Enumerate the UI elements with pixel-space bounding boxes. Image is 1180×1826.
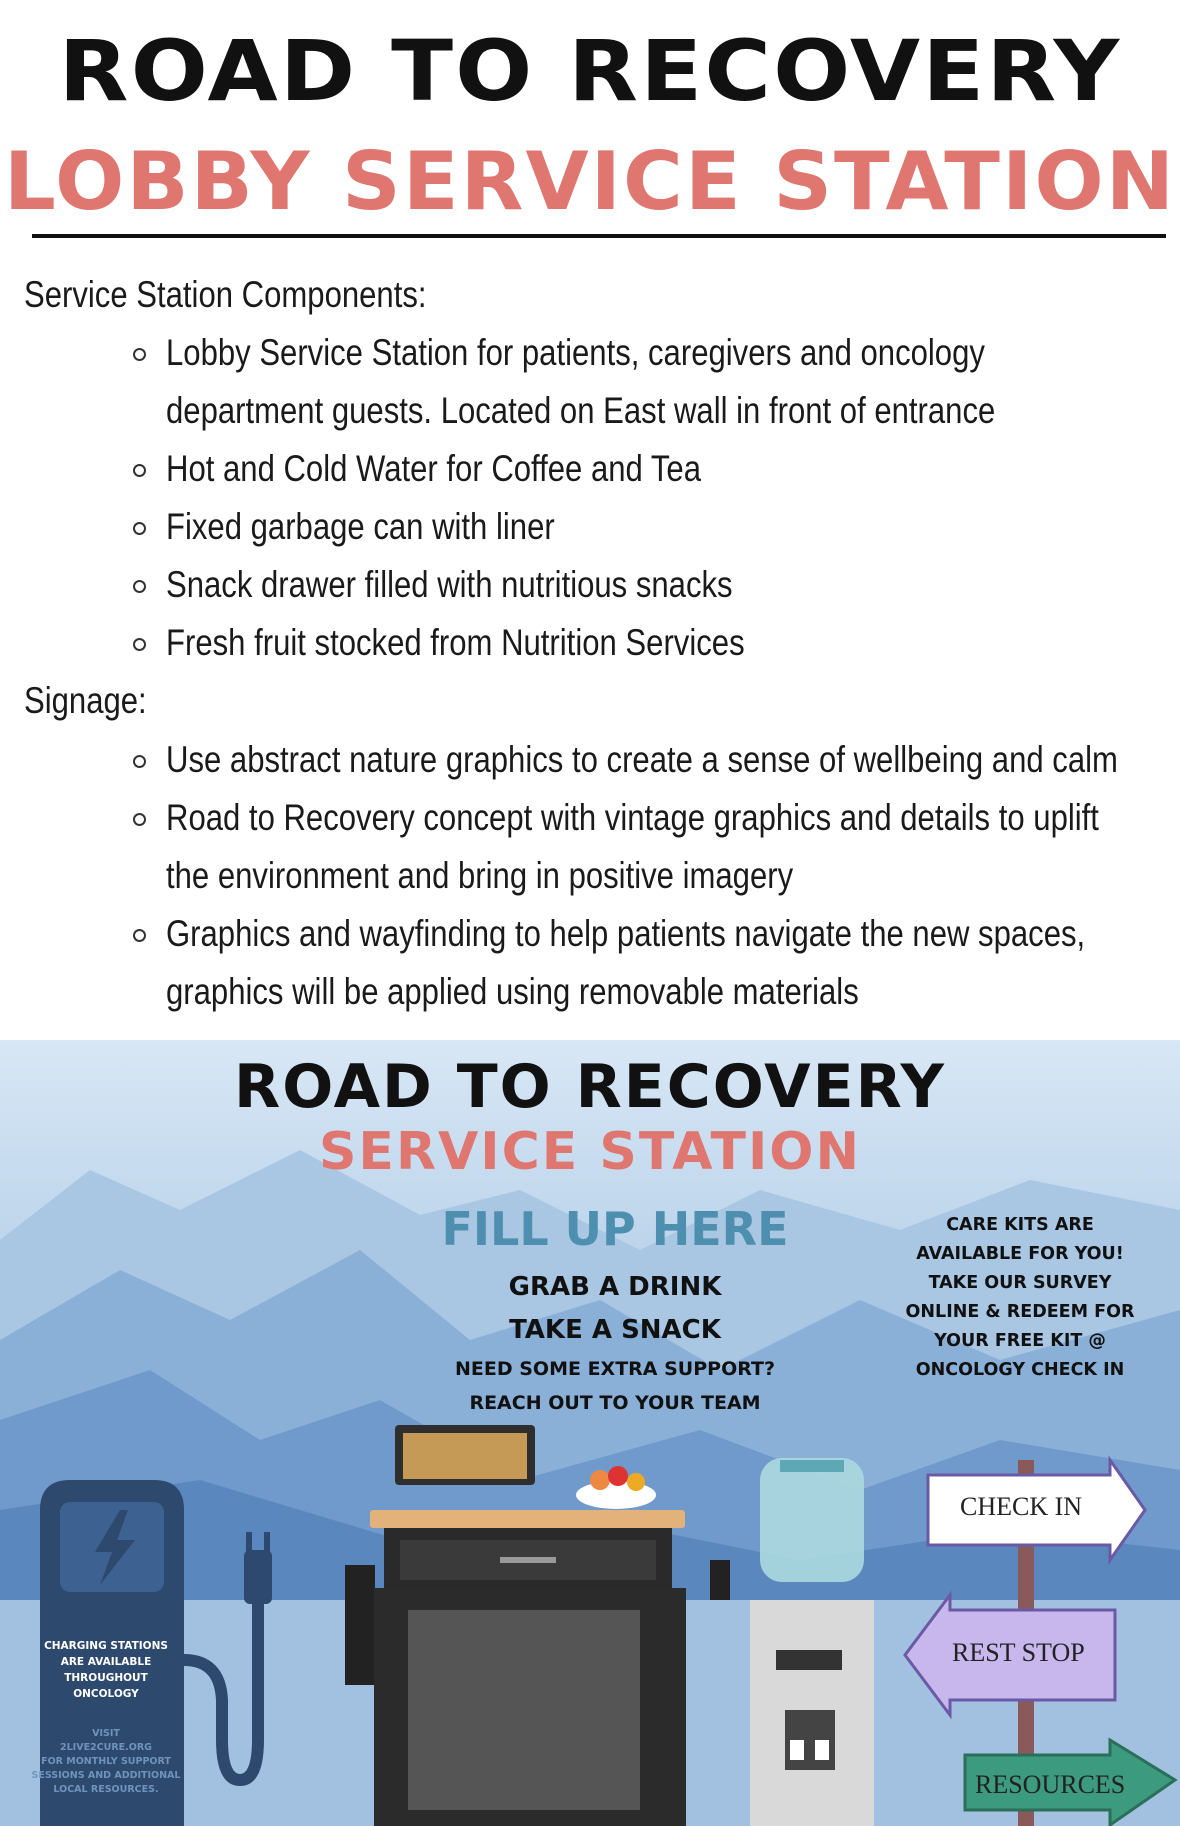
component-item-continued: department guests. Located on East wall in front of entrance [166,390,996,431]
signage-item: Use abstract nature graphics to create a sense of wellbeing and calm [166,739,1118,780]
charging-text: THROUGHOUT [64,1672,148,1684]
visit-text: 2LIVE2CURE.ORG [60,1742,152,1753]
signage-item-continued: graphics will be applied using removable materials [166,971,859,1012]
check-in-label: CHECK IN [960,1492,1083,1521]
rest-stop-label: REST STOP [952,1638,1085,1667]
bullet-icon [133,580,146,593]
bullet-icon [133,755,146,768]
page-subtitle: LOBBY SERVICE STATION [3,135,1177,228]
grab-drink-text: GRAB A DRINK [508,1272,722,1302]
care-kits-text: ONCOLOGY CHECK IN [915,1360,1125,1380]
care-kits-text: YOUR FREE KIT @ [934,1331,1106,1351]
component-item: Fresh fruit stocked from Nutrition Services [166,622,745,663]
charging-text: CHARGING STATIONS [44,1640,168,1652]
fill-up-heading: FILL UP HERE [441,1202,789,1256]
component-item: Hot and Cold Water for Coffee and Tea [166,448,702,489]
bullet-icon [133,929,146,942]
visit-text: VISIT [92,1728,120,1739]
charging-text: ONCOLOGY [73,1688,139,1700]
water-cooler-illustration [750,1458,874,1826]
signage-heading: Signage: [24,680,147,721]
charging-text: ARE AVAILABLE [60,1656,152,1668]
visit-text: LOCAL RESOURCES. [53,1784,159,1795]
component-item: Snack drawer filled with nutritious snacks [166,564,733,605]
signage-item-continued: the environment and bring in positive imagery [166,855,794,896]
page-title: ROAD TO RECOVERY [58,22,1122,120]
bullet-icon [133,464,146,477]
take-snack-text: TAKE A SNACK [509,1315,721,1345]
components-heading: Service Station Components: [24,274,427,315]
care-kits-text: ONLINE & REDEEM FOR [905,1302,1135,1322]
visit-text: SESSIONS AND ADDITIONAL [31,1770,181,1781]
component-item: Fixed garbage can with liner [166,506,555,547]
signage-poster [0,1040,1180,1826]
bullet-icon [133,813,146,826]
care-kits-text: CARE KITS ARE [946,1215,1094,1235]
resources-label: RESOURCES [975,1770,1126,1799]
title-divider [32,234,1166,238]
support-text: NEED SOME EXTRA SUPPORT? [455,1358,775,1380]
care-kits-text: TAKE OUR SURVEY [928,1273,1112,1293]
care-kits-text: AVAILABLE FOR YOU! [916,1244,1124,1264]
signage-item: Graphics and wayfinding to help patients navigate the new spaces, [166,913,1086,954]
bullet-icon [133,638,146,651]
support-text: REACH OUT TO YOUR TEAM [469,1392,761,1414]
bullet-icon [133,522,146,535]
bullet-icon [133,348,146,361]
signage-item: Road to Recovery concept with vintage graphics and details to uplift [166,797,1099,838]
visit-text: FOR MONTHLY SUPPORT [41,1756,171,1767]
component-item: Lobby Service Station for patients, caregivers and oncology [166,332,985,373]
poster-subtitle: SERVICE STATION [318,1122,862,1182]
poster-title: ROAD TO RECOVERY [234,1052,946,1122]
